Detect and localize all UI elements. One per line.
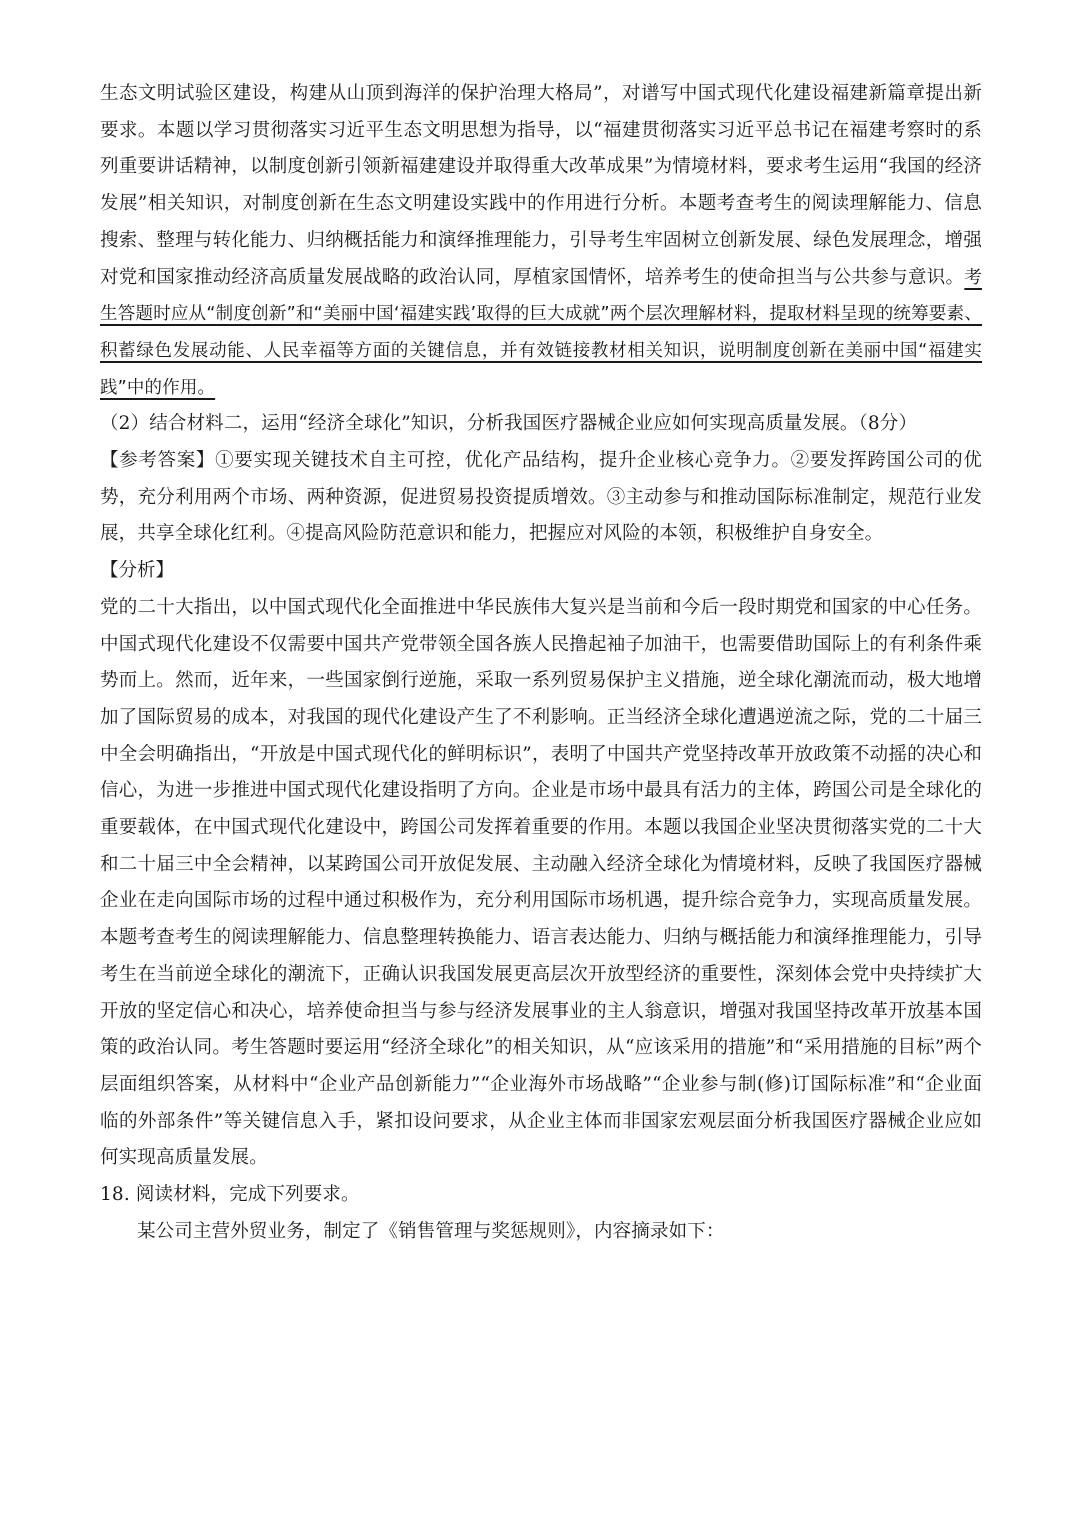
- analysis-label: 【分析】: [100, 560, 175, 582]
- reference-answer-text: ①要实现关键技术自主可控，优化产品结构，提升企业核心竞争力。②要发挥跨国公司的优势，充分利用两个市场、两种资源，促进贸易投资提质增效。③主动参与和推动国际标准制定，规范行业发展，共享全球化红利。④提高风险防范意识和能力，把握应对风险的本领，积极维护自身安全。: [100, 450, 982, 545]
- intro-underlined-text: 考生答题时应从“制度创新”和“美丽中国‘福建实践’取得的巨大成就”两个层次理解材料，提取材料呈现的统筹要素、积蓄绿色发展动能、人民幸福等方面的关键信息，并有效链接教材相关知识，说明制度创新在美丽中国“福建实践”中的作用。: [100, 267, 982, 398]
- reference-answer-label: 【参考答案】: [100, 450, 216, 472]
- analysis-paragraph: 党的二十大指出，以中国式现代化全面推进中华民族伟大复兴是当前和今后一段时期党和国家的中心任务。中国式现代化建设不仅需要中国共产党带领全国各族人民撸起袖子加油干，也需要借助国际上的有利条件乘势而上。然而，近年来，一些国家倒行逆施，采取一系列贸易保护主义措施，逆全球化潮流而动，极大地增加了国际贸易的成本，对我国的现代化建设产生了不利影响。正当经济全球化遭遇逆流之际，党的二十届三中全会明确指出，“开放是中国式现代化的鲜明标识”，表明了中国共产党坚持改革开放政策不动摇的决心和信心，为进一步推进中国式现代化建设指明了方向。企业是市场中最具有活力的主体，跨国公司是全球化的重要载体，在中国式现代化建设中，跨国公司发挥着重要的作用。本题以我国企业坚决贯彻落实党的二十大和二十届三中全会精神，以某跨国公司开放促发展、主动融入经济全球化为情境材料，反映了我国医疗器械企业在走向国际市场的过程中通过积极作为，充分利用国际市场机遇，提升综合竞争力，实现高质量发展。本题考查考生的阅读理解能力、信息整理转换能力、语言表达能力、归纳与概括能力和演绎推理能力，引导考生在当前逆全球化的潮流下，正确认识我国发展更高层次开放型经济的重要性，深刻体会党中央持续扩大开放的坚定信心和决心，培养使命担当与参与经济发展事业的主人翁意识，增强对我国坚持改革开放基本国策的政治认同。考生答题时要运用“经济全球化”的相关知识，从“应该采用的措施”和“采用措施的目标”两个层面组织答案，从材料中“企业产品创新能力”“企业海外市场战略”“企业参与制(修)订国际标准”和“企业面临的外部条件”等关键信息入手，紧扣设问要求，从企业主体而非国家宏观层面分析我国医疗器械企业应如何实现高质量发展。: [100, 596, 982, 1169]
- intro-paragraph: [100, 76, 982, 406]
- question-18: 18. 阅读材料，完成下列要求。: [100, 1184, 360, 1206]
- reference-answer: [100, 443, 982, 553]
- intro-text: 生态文明试验区建设，构建从山顶到海洋的保护治理大格局”，对谱写中国式现代化建设福建新篇章提出新要求。本题以学习贯彻落实习近平生态文明思想为指导，以“福建贯彻落实习近平总书记在福建考察时的系列重要讲话精神，以制度创新引领新福建建设并取得重大改革成果”为情境材料，要求考生运用“我国的经济发展”相关知识，对制度创新在生态文明建设实践中的作用进行分析。本题考查考生的阅读理解能力、信息搜索、整理与转化能力、归纳概括能力和演绎推理能力，引导考生牢固树立创新发展、绿色发展理念，增强对党和国家推动经济高质量发展战略的政治认同，厚植家国情怀，培养考生的使命担当与公共参与意识。: [100, 83, 982, 288]
- question-2: （2）结合材料二，运用“经济全球化”知识，分析我国医疗器械企业应如何实现高质量发展。（8分）: [100, 413, 918, 435]
- material-intro: 某公司主营外贸业务，制定了《销售管理与奖惩规则》，内容摘录如下：: [137, 1220, 725, 1242]
- document-page: [100, 76, 982, 1251]
